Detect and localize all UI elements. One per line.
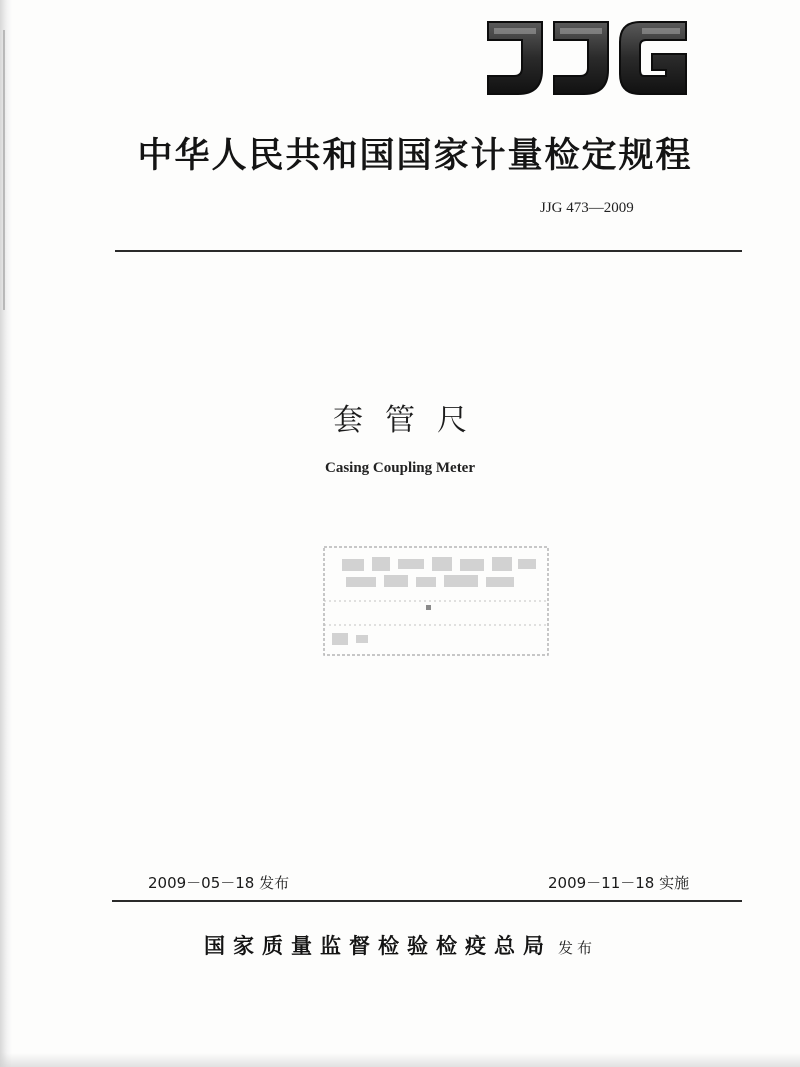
publisher-suffix: 发布: [557, 939, 596, 957]
jjg-logo: [480, 12, 695, 104]
header-divider: [115, 250, 742, 252]
publisher-line: [0, 930, 800, 960]
regulation-title: 中华人民共和国国家计量检定规程: [137, 136, 693, 176]
publisher-name: 国家质量监督检验检疫总局: [203, 934, 552, 958]
footer-divider: [112, 900, 742, 902]
issue-date: 2009－05－18 发布: [148, 874, 290, 892]
logo-text: JJG: [480, 12, 482, 13]
document-number: JJG 473—2009: [540, 200, 634, 216]
effective-date: 2009－11－18 实施: [548, 874, 690, 892]
stamp-graphic: [322, 545, 550, 657]
scan-bottom-shadow: [0, 1053, 800, 1067]
subject-title-cn: 套管尺: [333, 403, 489, 438]
faded-stamp: [322, 545, 550, 657]
subject-title-en: Casing Coupling Meter: [325, 460, 475, 476]
jjg-logo-graphic: [480, 12, 695, 104]
